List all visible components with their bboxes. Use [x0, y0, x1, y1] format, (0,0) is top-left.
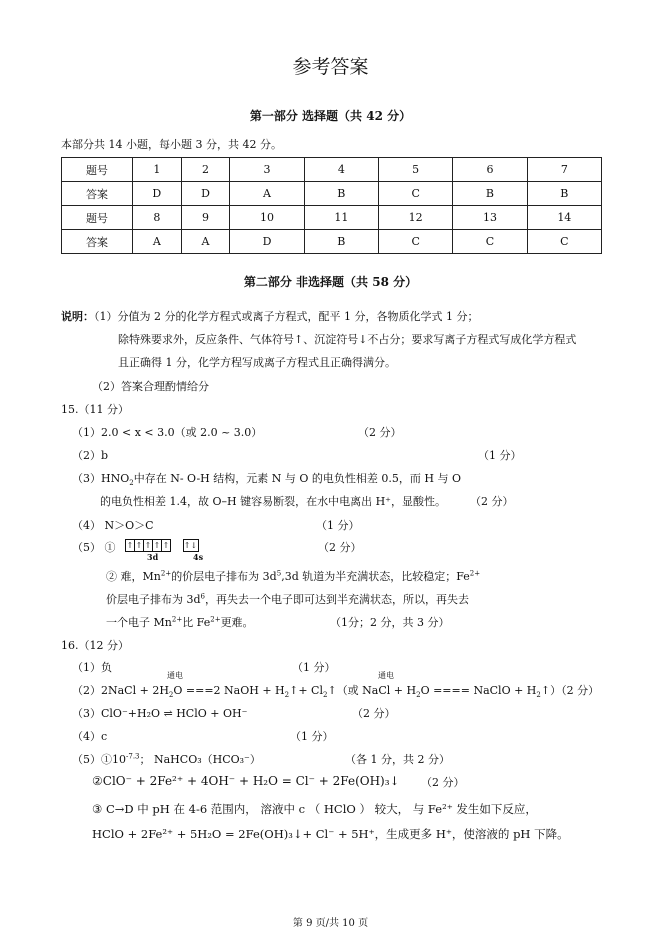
note-1: （1）分值为 2 分的化学方程式或离子方程式，配平 1 分，各物质化学式 1 分； [94, 310, 479, 323]
table-cell: D [181, 182, 230, 206]
orbitals-3d [125, 538, 170, 552]
table-cell: B [527, 182, 601, 206]
table-cell: 12 [379, 206, 453, 230]
row-label: 答案 [62, 182, 133, 206]
orbital-diagram [125, 538, 198, 552]
table-row [62, 230, 602, 254]
table-cell: 1 [133, 158, 182, 182]
q16-s5b: （2 分） [421, 776, 465, 789]
q16-s3: （2 分） [352, 707, 396, 720]
table-row [62, 206, 602, 230]
q15-s4: （1 分） [316, 519, 360, 532]
q16-s4: （1 分） [290, 730, 334, 743]
table-row [62, 182, 602, 206]
orbital-box: ↑ [144, 540, 152, 550]
table-cell: C [453, 230, 527, 254]
page-title: 参考答案 [292, 56, 369, 78]
table-cell: 7 [527, 158, 601, 182]
q16-s5: （各 1 分，共 2 分） [345, 753, 450, 766]
part1-intro: 本部分共 14 小题，每小题 3 分，共 42 分。 [61, 138, 282, 151]
table-cell: D [230, 230, 304, 254]
q15-s1: （2 分） [358, 426, 402, 439]
q15-a3-line1: $(3)HNO_2$中存在 N- O-H 结构，元素 N 与 O 的电负性相差 0.5，而 H 与 O [72, 472, 461, 488]
table-cell: D [133, 182, 182, 206]
q16-a5c: ③ C→D 中 pH 在 4-6 范围内， 溶液中 c （ HClO ） 较大， 与 Fe²⁺ 发生如下反应， [92, 802, 537, 816]
table-cell: B [304, 230, 378, 254]
table-cell: 9 [181, 206, 230, 230]
condition-electrolysis-2: 通电 [378, 671, 394, 680]
q15-a5-label: （5） ① [72, 541, 116, 554]
orbitals-4s [183, 538, 198, 552]
orbital-box: ↑ [126, 540, 134, 550]
row-label: 答案 [62, 230, 133, 254]
q15-a5b-line3: 一个电子 $Mn^{2+}$比 $Fe^{2+}$更难。 [106, 615, 254, 629]
q16-a3: （3）ClO⁻+H₂O ⇌ HClO + OH⁻ [72, 707, 248, 720]
orbital-box: ↑ [162, 540, 170, 550]
page-footer: 第 9 页/共 10 页 [292, 918, 369, 929]
q15-a2: （2）b [72, 449, 109, 462]
table-cell: C [527, 230, 601, 254]
q15-s2: （1 分） [478, 449, 522, 462]
label-4s: 4s [193, 552, 204, 562]
q16-a1: （1）负 [72, 661, 112, 674]
q16-a2: （2）2NaCl + $2H_2O ===2$ NaOH + $H_2↑+$ $Cl_2↑$（或 NaCl + $H_2O$ ==== NaClO + $H_2↑)(2$ 分） [72, 684, 600, 700]
table-cell: 6 [453, 158, 527, 182]
q16-s1: （1 分） [292, 661, 336, 674]
part1-heading: 第一部分 选择题（共 42 分） [249, 109, 412, 123]
table-cell: 11 [304, 206, 378, 230]
q15-a5b-line2: 价层电子排布为 $3d^6$，再失去一个电子即可达到半充满状态，所以，再失去 [106, 592, 470, 606]
table-cell: 14 [527, 206, 601, 230]
q15-a3-line2: 的电负性相差 1.4，故 O–H 键容易断裂，在水中电离出 H⁺，显酸性。 [100, 495, 446, 508]
q15-s5: （2 分） [318, 541, 362, 554]
table-cell: 8 [133, 206, 182, 230]
row-label: 题号 [62, 158, 133, 182]
q15-a4: （4） N＞O＞C [72, 519, 154, 532]
q16-a5-eq: ②ClO⁻ + 2Fe²⁺ + 4OH⁻ + H₂O = Cl⁻ + 2Fe(OH)₃↓ [92, 774, 400, 788]
condition-electrolysis-1: 通电 [167, 671, 183, 680]
table-cell: 2 [181, 158, 230, 182]
label-3d: 3d [147, 552, 159, 562]
q16-a4: （4）c [72, 730, 108, 743]
note-1c: 且正确得 1 分，化学方程写成离子方程式且正确得满分。 [118, 356, 396, 369]
table-cell: 13 [453, 206, 527, 230]
note-label: 说明： [61, 310, 94, 323]
orbital-box: ↑ [135, 540, 143, 550]
note-2: （2）答案合理酌情给分 [92, 380, 209, 393]
table-cell: B [304, 182, 378, 206]
table-cell: B [453, 182, 527, 206]
q16-a5: $(5)①10^{-7.3}$； NaHCO₃（HCO₃⁻） [72, 752, 261, 766]
q16-title: 16.（12 分） [61, 639, 129, 652]
q15-a5b-line1: ② 难，$Mn^{2+}$的价层电子排布为 $3d^5,3d$ 轨道为半充满状态，比较稳定；$Fe^{2+}$ [106, 569, 481, 583]
q15-a1: （1）2.0 < x < 3.0（或 2.0 ~ 3.0） [72, 426, 263, 439]
table-cell: 5 [379, 158, 453, 182]
orbital-box: ↑ [153, 540, 161, 550]
row-label: 题号 [62, 206, 133, 230]
table-cell: 3 [230, 158, 304, 182]
q15-s5b: （1分；2 分，共 3 分） [330, 616, 450, 629]
table-cell: C [379, 182, 453, 206]
answer-table [61, 157, 602, 254]
table-cell: C [379, 230, 453, 254]
table-row [62, 158, 602, 182]
table-cell: A [181, 230, 230, 254]
part2-heading: 第二部分 非选择题（共 58 分） [243, 275, 418, 289]
table-cell: A [133, 230, 182, 254]
q15-title: 15.（11 分） [61, 403, 129, 416]
note-1b: 除特殊要求外，反应条件、气体符号↑、沉淀符号↓不占分；要求写离子方程式写成化学方程式 [118, 333, 577, 346]
orbital-box: ↑↓ [183, 540, 198, 550]
table-cell: 4 [304, 158, 378, 182]
q16-a5d: HClO + 2Fe²⁺ + 5H₂O = 2Fe(OH)₃↓+ Cl⁻ + 5H⁺，生成更多 H⁺，使溶液的 pH 下降。 [92, 827, 569, 841]
note-line-1 [61, 308, 478, 324]
q15-s3: （2 分） [470, 495, 514, 508]
table-cell: A [230, 182, 304, 206]
table-cell: 10 [230, 206, 304, 230]
